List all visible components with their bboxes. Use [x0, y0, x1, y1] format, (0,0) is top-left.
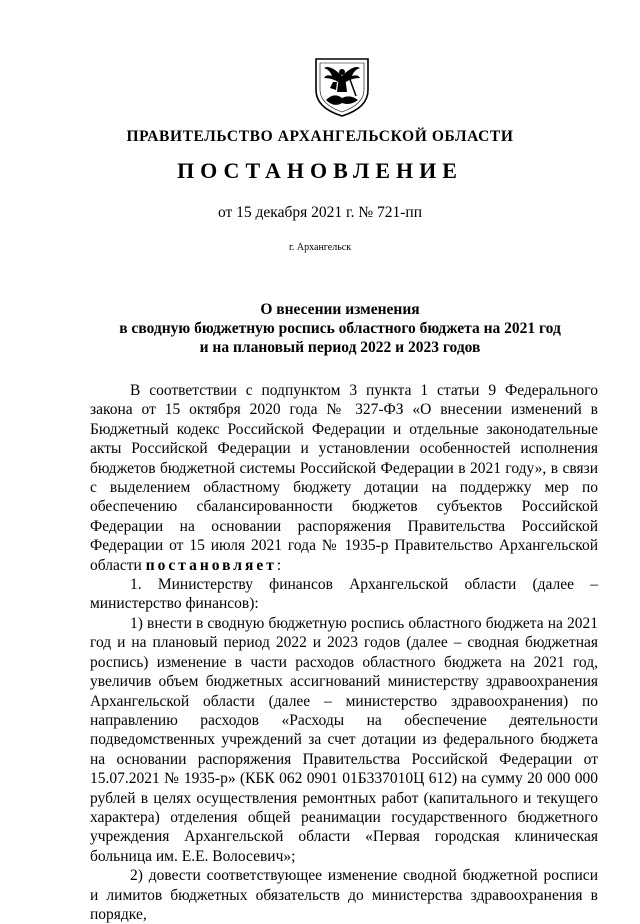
city: г. Архангельск — [288, 242, 352, 253]
coat-of-arms-icon — [312, 56, 372, 118]
title-line-1: О внесении изменения — [260, 301, 420, 318]
preamble-paragraph — [90, 381, 598, 575]
resolves-word: постановляет — [145, 556, 277, 574]
document-type: ПОСТАНОВЛЕНИЕ — [177, 158, 463, 183]
item-1: 1. Министерству финансов Архангельской области (далее – министерство финансов): — [90, 576, 598, 613]
title-line-2: в сводную бюджетную роспись областного бюджета на 2021 год — [119, 320, 561, 337]
document-body — [90, 381, 598, 924]
preamble-text: В соответствии с подпунктом 3 пункта 1 статьи 9 Федерального закона от 15 октября 2020 года № 327-ФЗ «О внесении изменений в Бюджетный кодекс Российской Федерации и отдельные законодательные акты Российской Федерации и установлении особенностей исполнения бюджетов бюджетной системы Российской Федерации в 2021 году», в связи с выделением областному бюджету дотации на поддержку мер по обеспечению сбалансированности бюджетов субъектов Российской Федерации на основании распоряжения Правительства Российской Федерации от 15 июля 2021 года № 1935-р Правительство Архангельской области — [90, 382, 598, 574]
document-title — [90, 300, 590, 357]
date-and-number: от 15 декабря 2021 г. № 721-пп — [217, 204, 423, 221]
item-1-subitem-1: 1) внести в сводную бюджетную роспись областного бюджета на 2021 год и на плановый период 2022 и 2023 годов (далее – сводная бюджетная роспись) изменение в части расходов областного бюджета на 2021 год, увеличив объем бюджетных ассигнований министерству здравоохранения Архангельской области (далее – министерство здравоохранения) по направлению расходов «Расходы на обеспечение деятельности подведомственных учреждений за счет дотации из федерального бюджета на основании распоряжения Правительства Российской Федерации от 15.07.2021 № 1935-р» (КБК 062 0901 01Б337010Ц 612) на сумму 20 000 000 рублей в целях осуществления ремонтных работ (капитального и текущего характера) отделения общей реанимации государственного бюджетного учреждения Архангельской области «Первая городская клиническая больница им. Е.Е. Волосевич»; — [90, 614, 598, 865]
item-1-subitem-2: 2) довести соответствующее изменение сводной бюджетной росписи и лимитов бюджетных обязательств до министерства здравоохранения в порядке, — [90, 867, 598, 923]
title-line-3: и на плановый период 2022 и 2023 годов — [199, 339, 481, 356]
authority-name: ПРАВИТЕЛЬСТВО АРХАНГЕЛЬСКОЙ ОБЛАСТИ — [126, 128, 514, 145]
colon: : — [276, 556, 282, 574]
